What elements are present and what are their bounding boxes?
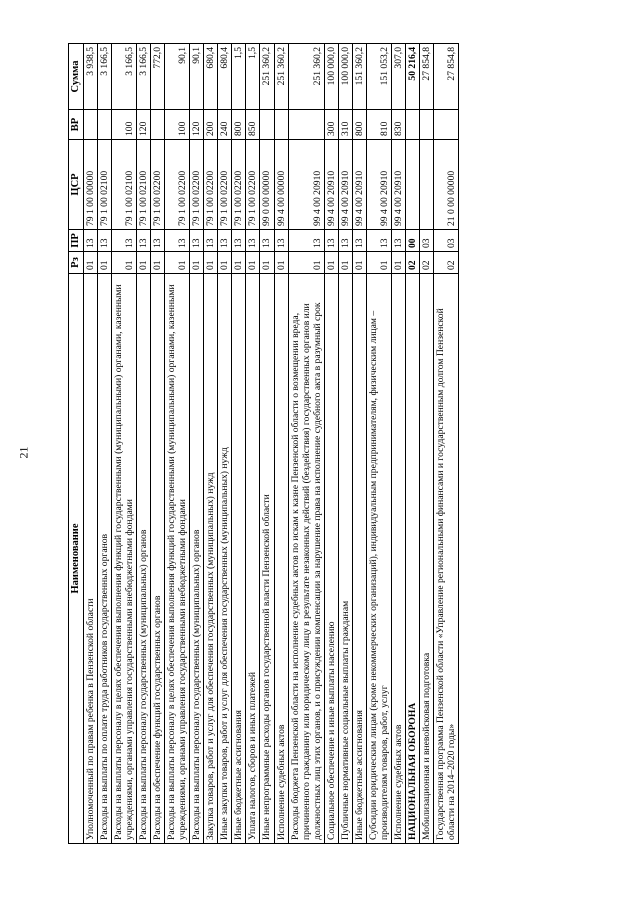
cell-sum: 27 854,8 bbox=[419, 44, 433, 110]
cell-csr: 99 4 00 20910 bbox=[288, 140, 324, 230]
table-row bbox=[165, 44, 190, 844]
cell-vr: 240 bbox=[218, 110, 232, 140]
cell-name: Публичные нормативные социальные выплаты гражданам bbox=[338, 274, 352, 844]
cell-pr: 13 bbox=[366, 230, 391, 252]
cell-pr: 13 bbox=[246, 230, 260, 252]
cell-vr bbox=[260, 110, 274, 140]
table-row bbox=[260, 44, 274, 844]
cell-pr: 13 bbox=[204, 230, 218, 252]
cell-vr: 310 bbox=[338, 110, 352, 140]
cell-csr bbox=[405, 140, 419, 230]
cell-csr: 99 4 00 00000 bbox=[274, 140, 288, 230]
table-row bbox=[190, 44, 204, 844]
header-vr: ВР bbox=[69, 110, 84, 140]
cell-rz: 01 bbox=[98, 252, 112, 274]
cell-csr: 99 4 00 20910 bbox=[391, 140, 405, 230]
cell-vr: 120 bbox=[137, 110, 151, 140]
cell-rz: 01 bbox=[204, 252, 218, 274]
cell-rz: 01 bbox=[274, 252, 288, 274]
cell-vr: 830 bbox=[391, 110, 405, 140]
cell-sum: 100 000,0 bbox=[338, 44, 352, 110]
budget-table bbox=[68, 43, 459, 844]
table-row bbox=[338, 44, 352, 844]
cell-sum: 3 166,5 bbox=[112, 44, 137, 110]
cell-name: Мобилизационная и вневойсковая подготовка bbox=[419, 274, 433, 844]
cell-name: Государственная программа Пензенской области «Управление региональными финансами и государственным долгом Пензенской области на 2014–2020 годы» bbox=[433, 274, 458, 844]
table-row bbox=[274, 44, 288, 844]
cell-pr: 13 bbox=[324, 230, 338, 252]
cell-sum: 772,0 bbox=[151, 44, 165, 110]
cell-name: Иные бюджетные ассигнования bbox=[352, 274, 366, 844]
cell-name: Иные непрограммные расходы органов государственной власти Пензенской области bbox=[260, 274, 274, 844]
cell-csr: 79 1 00 02100 bbox=[98, 140, 112, 230]
cell-pr: 13 bbox=[137, 230, 151, 252]
table-row bbox=[218, 44, 232, 844]
header-csr: ЦСР bbox=[69, 140, 84, 230]
cell-sum: 251 360,2 bbox=[260, 44, 274, 110]
cell-rz: 01 bbox=[246, 252, 260, 274]
cell-pr: 13 bbox=[338, 230, 352, 252]
cell-name: НАЦИОНАЛЬНАЯ ОБОРОНА bbox=[405, 274, 419, 844]
cell-name: Иные бюджетные ассигнования bbox=[232, 274, 246, 844]
cell-csr: 99 4 00 20910 bbox=[352, 140, 366, 230]
cell-csr: 21 0 00 00000 bbox=[433, 140, 458, 230]
cell-vr: 200 bbox=[204, 110, 218, 140]
cell-name: Исполнение судебных актов bbox=[391, 274, 405, 844]
cell-name: Расходы на обеспечение функций государственных органов bbox=[151, 274, 165, 844]
cell-rz: 01 bbox=[324, 252, 338, 274]
table-row bbox=[204, 44, 218, 844]
cell-vr bbox=[84, 110, 98, 140]
cell-vr bbox=[98, 110, 112, 140]
cell-csr: 99 0 00 00000 bbox=[260, 140, 274, 230]
cell-name: Расходы на выплаты персоналу в целях обеспечения выполнения функций государственными (муниципальными) органами, казенными учреждениями, органами управления государственными внебюджетными фондами bbox=[112, 274, 137, 844]
cell-csr: 79 1 00 02200 bbox=[165, 140, 190, 230]
table-header-row bbox=[69, 44, 84, 844]
page-number: 21 bbox=[16, 446, 31, 459]
cell-csr: 79 1 00 02200 bbox=[190, 140, 204, 230]
cell-sum: 1,5 bbox=[246, 44, 260, 110]
cell-vr: 810 bbox=[366, 110, 391, 140]
cell-csr: 99 4 00 20910 bbox=[324, 140, 338, 230]
table-row bbox=[352, 44, 366, 844]
cell-rz: 01 bbox=[338, 252, 352, 274]
cell-rz: 01 bbox=[112, 252, 137, 274]
cell-csr: 79 1 00 02100 bbox=[112, 140, 137, 230]
header-sum: Сумма bbox=[69, 44, 84, 110]
cell-sum: 50 216,4 bbox=[405, 44, 419, 110]
cell-pr: 03 bbox=[433, 230, 458, 252]
cell-vr: 100 bbox=[112, 110, 137, 140]
table-row bbox=[405, 44, 419, 844]
cell-name: Уполномоченный по правам ребенка в Пензенской области bbox=[84, 274, 98, 844]
table-row bbox=[288, 44, 324, 844]
cell-vr: 300 bbox=[324, 110, 338, 140]
table-row bbox=[419, 44, 433, 844]
cell-rz: 02 bbox=[433, 252, 458, 274]
cell-name: Исполнение судебных актов bbox=[274, 274, 288, 844]
cell-sum: 251 360,2 bbox=[288, 44, 324, 110]
cell-pr: 13 bbox=[112, 230, 137, 252]
cell-pr: 03 bbox=[419, 230, 433, 252]
cell-rz: 01 bbox=[190, 252, 204, 274]
cell-sum: 680,4 bbox=[204, 44, 218, 110]
cell-sum: 151 360,2 bbox=[352, 44, 366, 110]
cell-pr: 13 bbox=[391, 230, 405, 252]
cell-vr: 800 bbox=[232, 110, 246, 140]
table-row bbox=[137, 44, 151, 844]
cell-sum: 680,4 bbox=[218, 44, 232, 110]
cell-name: Социальное обеспечение и иные выплаты населению bbox=[324, 274, 338, 844]
cell-sum: 90,1 bbox=[190, 44, 204, 110]
cell-csr: 79 1 00 02200 bbox=[246, 140, 260, 230]
cell-vr: 120 bbox=[190, 110, 204, 140]
header-pr: ПР bbox=[69, 230, 84, 252]
table-row bbox=[433, 44, 458, 844]
cell-sum: 3 938,5 bbox=[84, 44, 98, 110]
cell-rz: 01 bbox=[165, 252, 190, 274]
cell-sum: 307,0 bbox=[391, 44, 405, 110]
cell-vr bbox=[419, 110, 433, 140]
cell-name: Уплата налогов, сборов и иных платежей bbox=[246, 274, 260, 844]
cell-sum: 100 000,0 bbox=[324, 44, 338, 110]
cell-name: Расходы на выплаты персоналу государственных (муниципальных) органов bbox=[190, 274, 204, 844]
cell-csr: 79 1 00 02200 bbox=[232, 140, 246, 230]
cell-pr: 13 bbox=[274, 230, 288, 252]
cell-rz: 01 bbox=[151, 252, 165, 274]
cell-rz: 01 bbox=[232, 252, 246, 274]
cell-pr: 13 bbox=[84, 230, 98, 252]
table-row bbox=[324, 44, 338, 844]
header-name: Наименование bbox=[69, 274, 84, 844]
cell-rz: 01 bbox=[288, 252, 324, 274]
cell-rz: 01 bbox=[218, 252, 232, 274]
cell-csr: 99 4 00 20910 bbox=[338, 140, 352, 230]
cell-rz: 01 bbox=[260, 252, 274, 274]
cell-csr: 79 1 00 02200 bbox=[204, 140, 218, 230]
cell-pr: 13 bbox=[165, 230, 190, 252]
cell-pr: 13 bbox=[151, 230, 165, 252]
cell-rz: 02 bbox=[405, 252, 419, 274]
cell-sum: 1,5 bbox=[232, 44, 246, 110]
cell-sum: 151 053,2 bbox=[366, 44, 391, 110]
cell-name: Расходы на выплаты персоналу государственных (муниципальных) органов bbox=[137, 274, 151, 844]
cell-name: Расходы бюджета Пензенской области на исполнение судебных актов по искам к казне Пензенской области о возмещении вреда, причиненного гражданину или юридическому лицу в результате незаконных действий (бездействия) государственных органов или должностных лиц этих органов, и о присуждении компенсации за нарушение права на исполнение судебного акта в разумный срок bbox=[288, 274, 324, 844]
cell-sum: 90,1 bbox=[165, 44, 190, 110]
cell-pr: 13 bbox=[260, 230, 274, 252]
cell-vr bbox=[151, 110, 165, 140]
cell-pr: 13 bbox=[352, 230, 366, 252]
cell-name: Иные закупки товаров, работ и услуг для обеспечения государственных (муниципальных) нужд bbox=[218, 274, 232, 844]
table-row bbox=[366, 44, 391, 844]
cell-sum: 27 854,8 bbox=[433, 44, 458, 110]
cell-name: Субсидии юридическим лицам (кроме некоммерческих организаций), индивидуальным предпринимателям, физическим лицам – производителям товаров, работ, услуг bbox=[366, 274, 391, 844]
cell-csr: 79 1 00 02200 bbox=[218, 140, 232, 230]
cell-name: Расходы на выплаты по оплате труда работников государственных органов bbox=[98, 274, 112, 844]
cell-csr: 79 1 00 02100 bbox=[137, 140, 151, 230]
cell-csr: 79 1 00 00000 bbox=[84, 140, 98, 230]
table-row bbox=[391, 44, 405, 844]
cell-vr: 850 bbox=[246, 110, 260, 140]
cell-vr bbox=[433, 110, 458, 140]
table-row bbox=[112, 44, 137, 844]
cell-csr: 79 1 00 02200 bbox=[151, 140, 165, 230]
cell-name: Расходы на выплаты персоналу в целях обеспечения выполнения функций государственными (муниципальными) органами, казенными учреждениями, органами управления государственными внебюджетными фондами bbox=[165, 274, 190, 844]
rotated-table-container bbox=[68, 44, 598, 844]
cell-pr: 13 bbox=[98, 230, 112, 252]
cell-rz: 01 bbox=[84, 252, 98, 274]
cell-sum: 3 166,5 bbox=[98, 44, 112, 110]
table-row bbox=[232, 44, 246, 844]
cell-rz: 02 bbox=[419, 252, 433, 274]
cell-vr bbox=[288, 110, 324, 140]
cell-vr: 800 bbox=[352, 110, 366, 140]
header-rz: Рз bbox=[69, 252, 84, 274]
cell-csr: 99 4 00 20910 bbox=[366, 140, 391, 230]
cell-rz: 01 bbox=[391, 252, 405, 274]
cell-pr: 00 bbox=[405, 230, 419, 252]
cell-vr: 100 bbox=[165, 110, 190, 140]
table-body bbox=[84, 44, 459, 844]
cell-pr: 13 bbox=[288, 230, 324, 252]
cell-vr bbox=[405, 110, 419, 140]
cell-vr bbox=[274, 110, 288, 140]
cell-rz: 01 bbox=[352, 252, 366, 274]
cell-sum: 3 166,5 bbox=[137, 44, 151, 110]
cell-rz: 01 bbox=[137, 252, 151, 274]
table-row bbox=[84, 44, 98, 844]
cell-pr: 13 bbox=[218, 230, 232, 252]
cell-name: Закупка товаров, работ и услуг для обеспечения государственных (муниципальных) нужд bbox=[204, 274, 218, 844]
cell-pr: 13 bbox=[190, 230, 204, 252]
cell-rz: 01 bbox=[366, 252, 391, 274]
table-row bbox=[246, 44, 260, 844]
cell-sum: 251 360,2 bbox=[274, 44, 288, 110]
table-row bbox=[151, 44, 165, 844]
cell-pr: 13 bbox=[232, 230, 246, 252]
table-row bbox=[98, 44, 112, 844]
cell-csr bbox=[419, 140, 433, 230]
